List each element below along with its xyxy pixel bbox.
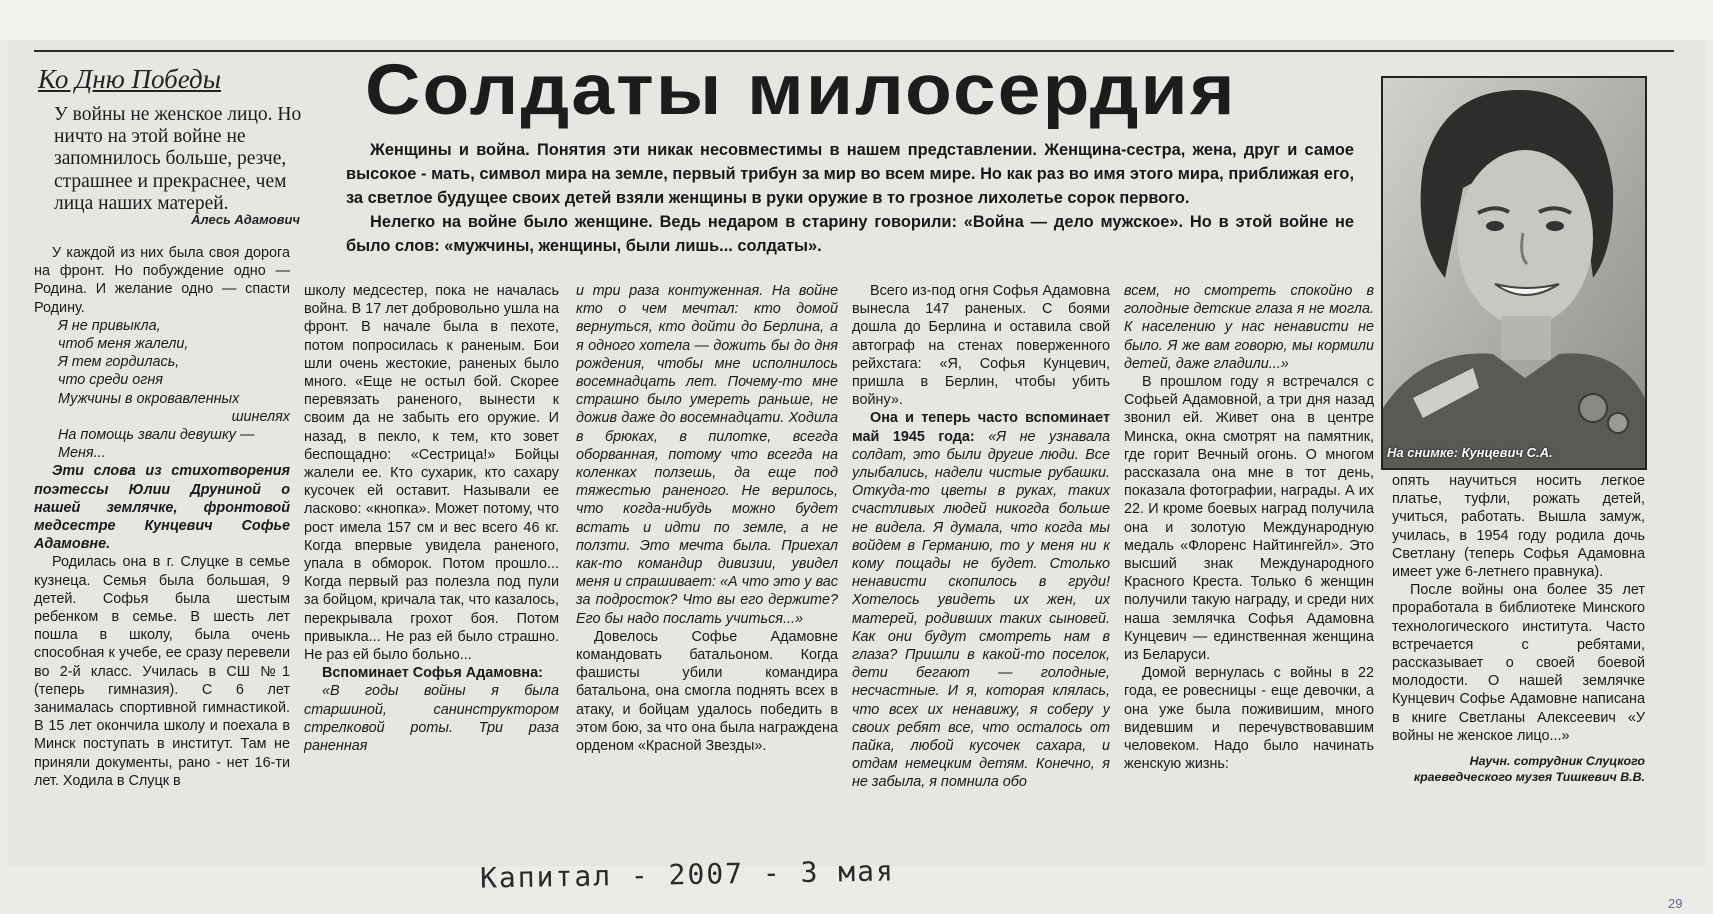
quote-paragraph: и три раза контуженная. На войне кто о чем мечтал: кто домой вернуться, кто дойти до Берлина, а я одного хотела — дожить бы до дня рождения, чтобы мне исполнилось восемнадцать лет. Почему-то мне страшно было умереть раньше, не дожив даже до восемнадцати. Ходила в брюках, в пилотке, всегда оборванная, потому что всегда на коленках ползешь, да еще под тяжестью раненого. Не верилось, что когда-нибудь можно будет встать и идти по земле, а не ползти. Это мечта была. Приехал как-то командир дивизии, увидел меня и спрашивает: «А что это у вас за подросток? Что вы его держите? Его бы надо послать учиться...»	[576, 283, 838, 627]
paragraph: У каждой из них была своя дорога на фронт. Но побуждение одно — Родина. И желание одно — спасти Родину.	[34, 245, 290, 316]
poem-attribution: Эти слова из стихотворения поэтессы Юлии Друниной о нашей землячке, фронтовой медсестре Кунцевич Софье Адамовне.	[34, 463, 290, 553]
quote-paragraph: «В годы войны я была старшиной, санинструктором стрелковой роты. Три раза раненная	[304, 683, 559, 755]
page-number: 29	[1668, 896, 1683, 911]
article-column-3	[576, 282, 838, 826]
article-column-2	[304, 282, 559, 826]
paragraph-bold: Вспоминает Софья Адамовна:	[322, 665, 543, 682]
poem-line: чтоб меня жалели,	[58, 336, 189, 353]
paragraph: школу медсестер, пока не началась война. В 17 лет добровольно ушла на фронт. В начале была в пехоте, потом попросилась к раненым. Бои шли очень жестокие, раненых было много. «Еще не остыл бой. Скорее перевязать раненого, вынести к своим да не забыть его оружие. И назад, в пекло, к тем, кто зовет беспощадно: «Сестрица!» Бойцы жалели ее. Кто сухарик, кто сахару кусочек ей оставит. Называли ее ласково: «кнопка». Может потому, что рост имела 157 см и вес всего 46 кг. Когда впервые увидела раненого, упала в обморок. Потом прошло... Когда первый раз полезла под пули за бойцом, кричала так, что казалось, перекрывала грохот боя. Потом привыкла... Не раз ей было страшно. Не раз ей было больно...	[304, 283, 559, 664]
paragraph: После войны она более 35 лет проработала в библиотеке Минского технологического института. Часто встречается с ребятами, рассказывает о своей боевой молодости. О нашей землячке Кунцевич Софье Адамовне написана в книге Светланы Алексеевич «У войны не женское лицо...»	[1392, 582, 1645, 744]
photo-caption: На снимке: Кунцевич С.А.	[1387, 445, 1553, 460]
paragraph: Домой вернулась с войны в 22 года, ее ровесницы - еще девочки, а она уже была поживишим, много видевшим и перечувствовавшим человеком. Надо было начинать женскую жизнь:	[1124, 665, 1374, 773]
article-column-6	[1392, 472, 1645, 826]
quote-text: «Я не узнавала солдат, это были другие люди. Все улыбались, надели чистые рубашки. Откуда-то цветы в руках, таких счастливых людей никогда больше не видела. Я думала, что когда мы войдем в Германию, то у меня ни к кому пощады не будет. Столько ненависти скопилось в груди! Хотелось увидеть их жен, их матерей, родивших таких сыновей. Как они будут смотреть нам в глаза? Пришли в какой-то поселок, дети бегают — голодные, несчастные. И я, которая клялась, что всех их ненавижу, я соберу у своих ребят все, что осталось от пайка, любой кусочек сахара, и отдам немецким детям. Конечно, я не забыла, я помнила обо	[852, 428, 1110, 791]
article-headline: Солдаты милосердия	[365, 51, 1237, 130]
poem-line: шинелях	[231, 408, 290, 425]
author-credit	[1392, 753, 1645, 785]
author-credit-line: краеведческого музея Тишкевич В.В.	[1413, 770, 1645, 785]
paragraph	[852, 409, 1110, 791]
paragraph: опять научиться носить легкое платье, туфли, рожать детей, учиться, работать. Вышла замуж, училась, в 1954 году родила дочь Светлану (теперь Софья Адамовна имеет уже 6-летнего правнука).	[1392, 473, 1645, 581]
quote-paragraph: всем, но смотреть спокойно в голодные детские глаза я не могла. К населению у нас ненависти не было. Я же вам говорю, мы кормили детей, даже гладили...»	[1124, 283, 1374, 372]
handwritten-note: Капитал - 2007 - 3 мая	[479, 854, 896, 895]
portrait-photo	[1381, 76, 1647, 470]
article-lead	[346, 138, 1354, 258]
paragraph: Родилась она в г. Слуцке в семье кузнеца. Семья была большая, 9 детей. Софья была шестым ребенком в семье. В шесть лет пошла в школу, была очень способная к учебе, ее сразу перевели во 2-й класс. Училась в СШ №1 (теперь гимназия). С 6 лет занималась спортивной гимнастикой. В 15 лет окончила школу и поехала в Минск поступать в институт. Там не приняли документы, рано - нет 16-ти лет. Ходила в Слуцк в	[34, 554, 290, 789]
scan-top-margin	[0, 0, 1713, 40]
article-column-5	[1124, 282, 1374, 826]
epigraph-text: У войны не женское лицо. Но ничто на этой войне не запомнилось больше, резче, страшнее и прекраснее, чем лица наших матерей.	[54, 104, 302, 214]
section-rubric: Ко Дню Победы	[38, 64, 221, 94]
lead-paragraph: Женщины и война. Понятия эти никак несовместимы в нашем представлении. Женщина-сестра, жена, друг и самое высокое - мать, символ мира на земле, первый трибун за мир во всем мире. Но как раз во имя этого мира, приближая его, за светлое будущее своих детей взяли женщины в руки оружие в то грозное лихолетье сорок первого.	[346, 141, 1354, 207]
lead-paragraph: Нелегко на войне было женщине. Ведь недаром в старину говорили: «Война — дело мужское». Но в этой войне не было слов: «мужчины, женщины, были лишь... солдаты».	[346, 213, 1354, 255]
paragraph: Всего из-под огня Софья Адамовна вынесла 147 раненых. С боями дошла до Берлина и оставила свой автограф на стенах поверженного рейхстага: «Я, Софья Кунцевич, пришла в Берлин, чтобы убить войну».	[852, 283, 1110, 409]
poem-quote	[34, 317, 290, 463]
paragraph: В прошлом году я встречался с Софьей Адамовной, а три дня назад звонил ей. Живет она в центре Минска, окна смотрят на памятник, где горит Вечный огонь. О многом рассказала она мне в тот день, показала фотографии, награды. А их 22. И кроме боевых наград получила она и золотую Международную медаль «Флоренс Найтингейл». Это высший знак Международного Красного Креста. Только 6 женщин получили такую награду, и среди них наша землячка Софья Адамовна Кунцевич — единственная женщина из Беларуси.	[1124, 374, 1374, 664]
poem-line: что среди огня	[58, 372, 163, 389]
portrait-illustration	[1383, 78, 1645, 468]
article-column-1	[34, 244, 290, 824]
poem-line: Я тем гордилась,	[58, 354, 180, 371]
paragraph: Довелось Софье Адамовне командовать батальоном. Когда фашисты убили командира батальона, она смогла поднять всех в атаку, и бойцам удалось победить в этом бою, за что она была награждена орденом «Красной Звезды».	[576, 628, 838, 755]
poem-line: Я не привыкла,	[58, 317, 161, 334]
poem-line: На помощь звали девушку —	[58, 427, 255, 444]
article-column-4	[852, 282, 1110, 826]
poem-line: Мужчины в окровавленных	[58, 390, 240, 407]
author-credit-line: Научн. сотрудник Слуцкого	[1469, 754, 1645, 769]
bold-lead-in: Она и теперь часто вспоминает май 1945 года:	[852, 410, 1110, 445]
poem-line: Меня...	[58, 445, 106, 462]
epigraph-author: Алесь Адамович	[191, 212, 300, 227]
